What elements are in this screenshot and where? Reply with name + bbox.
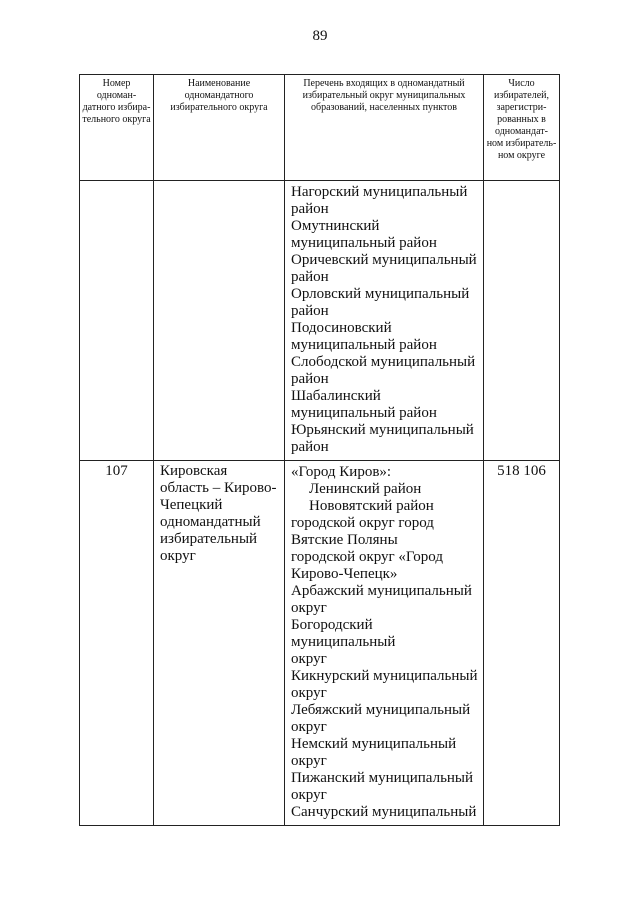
municipalities-cell	[285, 461, 484, 826]
municipality-line: Пижанский муниципальный	[291, 770, 474, 786]
header-registered-voters: Число избирателей, зарегистри- рованных в одномандат- ном избиратель- ном округе	[484, 75, 560, 181]
municipality-line: «Город Киров»:	[291, 464, 392, 480]
header-district-name: Наименование одномандатного избирательного округа	[154, 75, 285, 181]
municipality-line: Омутнинский	[291, 218, 380, 234]
district-name-cell	[154, 461, 285, 826]
municipality-line: округ	[291, 719, 327, 735]
municipality-line: округ	[291, 753, 327, 769]
municipality-line: Немский муниципальный	[291, 736, 457, 752]
municipality-line: Вятские Поляны	[291, 532, 398, 548]
municipality-line: Нагорский муниципальный	[291, 184, 468, 200]
municipality-line: район	[291, 303, 329, 319]
header-district-number: Номер одноман- датного избира- тельного округа	[80, 75, 154, 181]
electoral-districts-table	[79, 74, 560, 826]
municipality-line: муниципальный район	[291, 235, 437, 251]
table-row	[80, 461, 560, 826]
municipality-line: округ	[291, 600, 327, 616]
municipality-line: Подосиновский	[291, 320, 392, 336]
municipality-line: округ	[291, 787, 327, 803]
municipality-line: городской округ «Город	[291, 549, 443, 565]
municipality-line: Лебяжский муниципальный	[291, 702, 471, 718]
municipality-line: Шабалинский	[291, 388, 381, 404]
district-name-line: Чепецкий	[160, 497, 223, 513]
table-header-row	[80, 75, 560, 181]
municipality-line: Юрьянский муниципальный	[291, 422, 474, 438]
municipality-line: Орловский муниципальный	[291, 286, 470, 302]
district-number-cell: 107	[80, 461, 154, 826]
district-name-line: округ	[160, 548, 196, 564]
municipality-line: муниципальный район	[291, 337, 437, 353]
municipality-line: Кирово-Чепецк»	[291, 566, 398, 582]
municipality-line: Нововятский район	[309, 498, 434, 514]
municipality-line: Оричевский муниципальный	[291, 252, 477, 268]
municipality-line: Арбажский муниципальный	[291, 583, 472, 599]
district-name-line: область – Кирово-	[160, 480, 277, 496]
municipality-line: Санчурский муниципальный	[291, 804, 477, 820]
municipality-line: Богородский муниципальный	[291, 617, 396, 650]
district-name-line: Кировская	[160, 463, 228, 479]
voters-count-cell	[484, 181, 560, 461]
voters-count-cell: 518 106	[484, 461, 560, 826]
municipality-line: район	[291, 439, 329, 455]
district-name-cell	[154, 181, 285, 461]
municipality-line: муниципальный район	[291, 405, 437, 421]
table-row	[80, 181, 560, 461]
municipality-line: округ	[291, 651, 327, 667]
district-number-cell	[80, 181, 154, 461]
municipality-line: округ	[291, 685, 327, 701]
municipality-line: район	[291, 201, 329, 217]
municipality-line: Кикнурский муниципальный	[291, 668, 478, 684]
municipality-line: район	[291, 269, 329, 285]
municipality-line: городской округ город	[291, 515, 434, 531]
municipality-line: район	[291, 371, 329, 387]
municipality-line: Ленинский район	[309, 481, 422, 497]
district-name-line: избирательный	[160, 531, 258, 547]
page-number: 89	[312, 28, 328, 44]
municipality-line: Слободской муниципальный	[291, 354, 476, 370]
header-municipalities-list: Перечень входящих в одномандатный избирательный округ муниципальных образований, населенных пунктов	[285, 75, 484, 181]
municipalities-cell	[285, 181, 484, 461]
district-name-line: одномандатный	[160, 514, 261, 530]
